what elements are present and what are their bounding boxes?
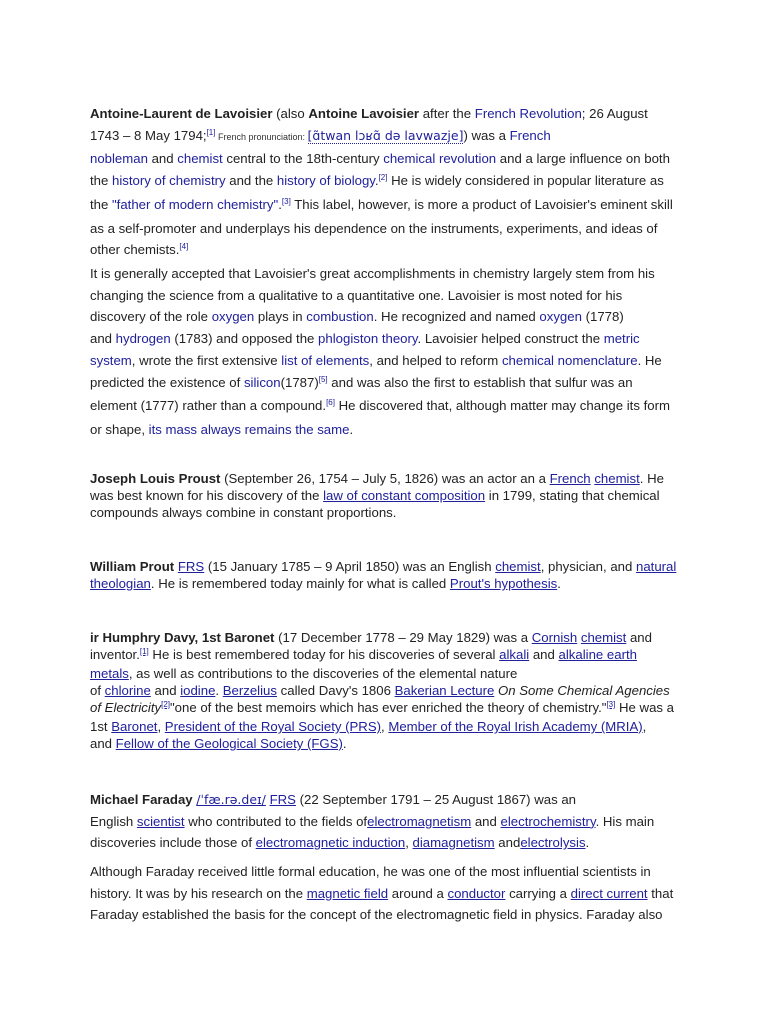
person-name: ir Humphry Davy, 1st Baronet — [90, 630, 275, 645]
link-history-of-chemistry[interactable]: history of chemistry — [112, 173, 226, 189]
body-text: (1783) and opposed the — [170, 331, 319, 347]
text-line — [90, 883, 730, 905]
body-text: , wrote the first extensive — [131, 352, 282, 368]
body-text: . His main — [595, 813, 655, 829]
link-president-of-the-royal-society-prs[interactable]: President of the Royal Society (PRS) — [164, 719, 382, 734]
text-line — [90, 682, 730, 699]
body-text: (1778) — [581, 309, 624, 325]
body-text: and the — [225, 173, 277, 189]
body-text: as a self-promoter and underplays his dependence on the instruments, experiments, and ideas of — [90, 220, 658, 236]
link-metals[interactable]: metals — [90, 666, 129, 681]
body-text: compounds always combine in constant proportions. — [90, 505, 397, 520]
text-line — [90, 148, 730, 170]
link-oxygen[interactable]: oxygen — [539, 309, 582, 325]
body-text: . — [585, 835, 590, 850]
body-text: , physician, and — [540, 559, 636, 574]
body-text: (15 January 1785 – 9 April 1850) was an English — [204, 559, 496, 574]
body-text: . — [342, 736, 347, 751]
text-line — [90, 718, 730, 735]
person-name: Joseph Louis Proust — [90, 471, 221, 486]
faraday-career-paragraph — [90, 861, 730, 926]
body-text: , as well as contributions to the discoveries of the elemental nature — [128, 666, 518, 681]
body-text: and — [626, 630, 652, 645]
link-fellow-of-the-geological-society-fgs[interactable]: Fellow of the Geological Society (FGS) — [115, 736, 343, 751]
body-text: other chemists. — [90, 242, 180, 258]
link-frs[interactable]: FRS — [269, 792, 296, 807]
text-line — [90, 558, 730, 575]
text-line — [90, 665, 730, 682]
lavoisier-intro-paragraph — [90, 103, 730, 263]
link-scientist[interactable]: scientist — [136, 813, 185, 829]
link-chemical-nomenclature[interactable]: chemical nomenclature — [501, 352, 638, 368]
person-name: Antoine-Laurent de Lavoisier — [90, 106, 273, 121]
prout-paragraph — [90, 558, 730, 592]
link-hydrogen[interactable]: hydrogen — [115, 331, 171, 347]
italic-title: of Electricity — [90, 700, 162, 715]
link-list-of-elements[interactable]: list of elements — [281, 352, 370, 368]
body-text: ) was a — [463, 127, 510, 143]
body-text: after the — [419, 106, 475, 121]
body-text: central to the 18th-century — [222, 151, 384, 167]
body-text: and — [147, 151, 178, 167]
text-line — [90, 125, 730, 149]
body-text: of — [90, 683, 105, 698]
body-text: ; 26 August — [581, 106, 648, 121]
body-text: or shape, — [90, 421, 149, 437]
body-text: and was also the first to establish that sulfur was an — [327, 374, 633, 390]
body-text: He is best remembered today for his discoveries of several — [148, 647, 500, 662]
body-text: discoveries include those of — [90, 835, 256, 850]
body-text: Faraday established the basis for the concept of the electromagnetic field in physics. Faraday also — [90, 907, 663, 922]
proust-paragraph — [90, 470, 730, 521]
citation-ref-link[interactable]: [2] — [378, 173, 388, 183]
link-member-of-the-royal-irish-academy-mria[interactable]: Member of the Royal Irish Academy (MRIA) — [388, 719, 643, 734]
pronunciation-label: French pronunciation: — [215, 131, 308, 142]
lavoisier-accomplishments-paragraph — [90, 263, 730, 441]
link-baronet[interactable]: Baronet — [111, 719, 158, 734]
link-chemist[interactable]: chemist — [495, 559, 541, 574]
body-text: . — [278, 196, 282, 212]
link-electromagnetic-induction[interactable]: electromagnetic induction — [255, 835, 406, 850]
text-line — [90, 350, 730, 372]
body-text: in 1799, stating that chemical — [485, 488, 660, 503]
link-combustion[interactable]: combustion — [306, 309, 374, 325]
link-electrochemistry[interactable]: electrochemistry — [500, 813, 596, 829]
body-text: the — [90, 173, 112, 189]
body-text: This label, however, is more a product of Lavoisier's eminent skill — [290, 196, 673, 212]
body-text: , — [381, 719, 389, 734]
citation-ref-link[interactable]: [1] — [206, 127, 216, 137]
body-text: plays in — [254, 309, 307, 325]
link-system[interactable]: system — [90, 352, 132, 368]
body-text: . Lavoisier helped construct the — [417, 331, 604, 347]
link-cornish[interactable]: Cornish — [531, 630, 578, 645]
link-prout-s-hypothesis[interactable]: Prout's hypothesis — [449, 576, 558, 591]
body-text: It is generally accepted that Lavoisier's great accomplishments in chemistry largely stem from his — [90, 266, 655, 281]
body-text: . — [557, 576, 561, 591]
text-line — [90, 218, 730, 240]
citation-ref-link[interactable]: [3] — [281, 196, 291, 206]
text-line — [90, 504, 730, 521]
link-metric[interactable]: metric — [603, 331, 640, 347]
body-text: (17 December 1778 – 29 May 1829) was a — [274, 630, 532, 645]
text-line — [90, 239, 730, 263]
body-text: . — [349, 421, 354, 437]
body-text: , — [405, 835, 413, 850]
body-text: and — [150, 683, 181, 698]
body-text: . He — [637, 352, 662, 368]
body-text: around a — [388, 885, 448, 901]
citation-ref-link[interactable]: [6] — [326, 398, 335, 408]
body-text: and a large influence on both — [496, 151, 670, 167]
body-text: changing the science from a qualitative to a quantitative one. Lavoisier is most noted for his — [90, 287, 623, 303]
link-natural[interactable]: natural — [636, 559, 677, 574]
body-text: inventor. — [90, 647, 140, 662]
text-line — [90, 470, 730, 487]
body-text: . He recognized and named — [373, 309, 540, 325]
link-french[interactable]: French — [549, 471, 591, 486]
link-history-of-biology[interactable]: history of biology — [276, 173, 375, 189]
link-direct-current[interactable]: direct current — [570, 885, 648, 901]
italic-title: On Some Chemical Agencies — [497, 683, 670, 698]
body-text: and — [90, 331, 116, 347]
body-text: that — [647, 885, 674, 901]
link-chemist[interactable]: chemist — [580, 630, 627, 645]
link-silicon[interactable]: silicon — [243, 374, 281, 390]
body-text: discovery of the role — [90, 309, 212, 325]
text-line — [90, 789, 730, 811]
citation-ref-link[interactable]: [4] — [179, 242, 189, 252]
text-line — [90, 487, 730, 504]
body-text: . He — [639, 471, 664, 486]
link-phlogiston-theory[interactable]: phlogiston theory — [318, 331, 418, 347]
citation-ref-link[interactable]: [1] — [139, 647, 149, 656]
body-text: was best known for his discovery of the — [90, 488, 324, 503]
citation-ref-link[interactable]: [3] — [606, 700, 616, 709]
text-line — [90, 285, 730, 307]
body-text: He discovered that, although matter may change its form — [334, 398, 670, 414]
davy-paragraph — [90, 629, 730, 752]
text-line — [90, 904, 730, 926]
person-name: William Prout — [90, 559, 175, 574]
text-line — [90, 103, 730, 125]
link-berzelius[interactable]: Berzelius — [222, 683, 277, 698]
body-text: , — [642, 719, 647, 734]
link-frs[interactable]: FRS — [177, 559, 205, 574]
link-chemical-revolution[interactable]: chemical revolution — [383, 151, 497, 167]
text-line — [90, 306, 730, 328]
citation-ref-link[interactable]: [2] — [161, 700, 170, 709]
link-law-of-constant-composition[interactable]: law of constant composition — [323, 488, 486, 503]
body-text: and — [471, 813, 501, 829]
body-text: "one of the best memoirs which has ever enriched the theory of chemistry." — [170, 700, 607, 715]
link-its-mass-always-remains-the-same[interactable]: its mass always remains the same — [148, 421, 350, 437]
link-oxygen[interactable]: oxygen — [211, 309, 255, 325]
text-line — [90, 395, 730, 419]
text-line — [90, 328, 730, 350]
link-magnetic-field[interactable]: magnetic field — [306, 885, 389, 901]
text-line — [90, 263, 730, 285]
link-father-of-modern-chemistry[interactable]: "father of modern chemistry" — [112, 196, 279, 212]
text-line — [90, 646, 730, 665]
body-text: carrying a — [505, 885, 571, 901]
body-text: and — [529, 647, 559, 662]
link-theologian[interactable]: theologian — [90, 576, 151, 591]
link-conductor[interactable]: conductor — [447, 885, 506, 901]
text-line — [90, 699, 730, 718]
person-name: Antoine Lavoisier — [308, 106, 420, 121]
body-text: 1743 – 8 May 1794; — [90, 127, 207, 143]
text-line — [90, 832, 730, 854]
body-text: called Davy's 1806 — [276, 683, 395, 698]
body-text: Although Faraday received little formal education, he was one of the most influential scientists in — [90, 864, 651, 879]
text-line — [90, 372, 730, 396]
body-text: . — [374, 173, 379, 189]
faraday-intro-paragraph — [90, 789, 730, 854]
link-bakerian-lecture[interactable]: Bakerian Lecture — [394, 683, 495, 698]
link-french-revolution[interactable]: French Revolution — [474, 106, 582, 121]
body-text: and — [494, 835, 521, 850]
link-alkali[interactable]: alkali — [499, 647, 530, 662]
text-line — [90, 170, 730, 194]
link-nobleman[interactable]: nobleman — [90, 151, 148, 167]
text-line — [90, 575, 730, 592]
pronunciation-ipa-link[interactable]: /ˈfæ.rə.deɪ/ — [196, 792, 266, 807]
link-electromagnetism[interactable]: electromagnetism — [367, 813, 472, 829]
body-text: He is widely considered in popular literature as — [387, 173, 664, 189]
link-iodine[interactable]: iodine — [180, 683, 216, 698]
body-text: the — [90, 196, 112, 212]
body-text: (22 September 1791 – 25 August 1867) was an — [295, 792, 576, 807]
body-text: predicted the existence of — [90, 374, 244, 390]
body-text: (1787) — [280, 374, 319, 390]
text-line — [90, 629, 730, 646]
link-alkaline-earth[interactable]: alkaline earth — [558, 647, 637, 662]
body-text: . He is remembered today mainly for what is called — [150, 576, 450, 591]
body-text: . — [215, 683, 223, 698]
body-text: who contributed to the fields of — [184, 813, 368, 829]
text-line — [90, 861, 730, 883]
body-text: He was a — [615, 700, 674, 715]
link-electrolysis[interactable]: electrolysis — [520, 835, 586, 850]
link-diamagnetism[interactable]: diamagnetism — [412, 835, 495, 850]
body-text: and — [90, 736, 116, 751]
body-text: (also — [272, 106, 309, 121]
text-line — [90, 194, 730, 218]
body-text: , and helped to reform — [369, 352, 502, 368]
body-text: element (1777) rather than a compound. — [90, 398, 327, 414]
text-line — [90, 811, 730, 833]
citation-ref-link[interactable]: [5] — [318, 374, 328, 384]
person-name: Michael Faraday — [90, 792, 193, 807]
link-french[interactable]: French — [509, 127, 551, 143]
body-text: (September 26, 1754 – July 5, 1826) was an actor an a — [220, 471, 550, 486]
text-line — [90, 735, 730, 752]
pronunciation-ipa-link[interactable]: [ɑ̃twan lɔʁɑ̃ də lavwazje] — [307, 127, 464, 143]
link-chemist[interactable]: chemist — [594, 471, 640, 486]
link-chemist[interactable]: chemist — [177, 151, 223, 167]
body-text: English — [90, 813, 137, 829]
body-text: 1st — [90, 719, 112, 734]
body-text: history. It was by his research on the — [90, 885, 307, 901]
body-text: , — [157, 719, 165, 734]
text-line — [90, 419, 730, 441]
link-chlorine[interactable]: chlorine — [104, 683, 151, 698]
